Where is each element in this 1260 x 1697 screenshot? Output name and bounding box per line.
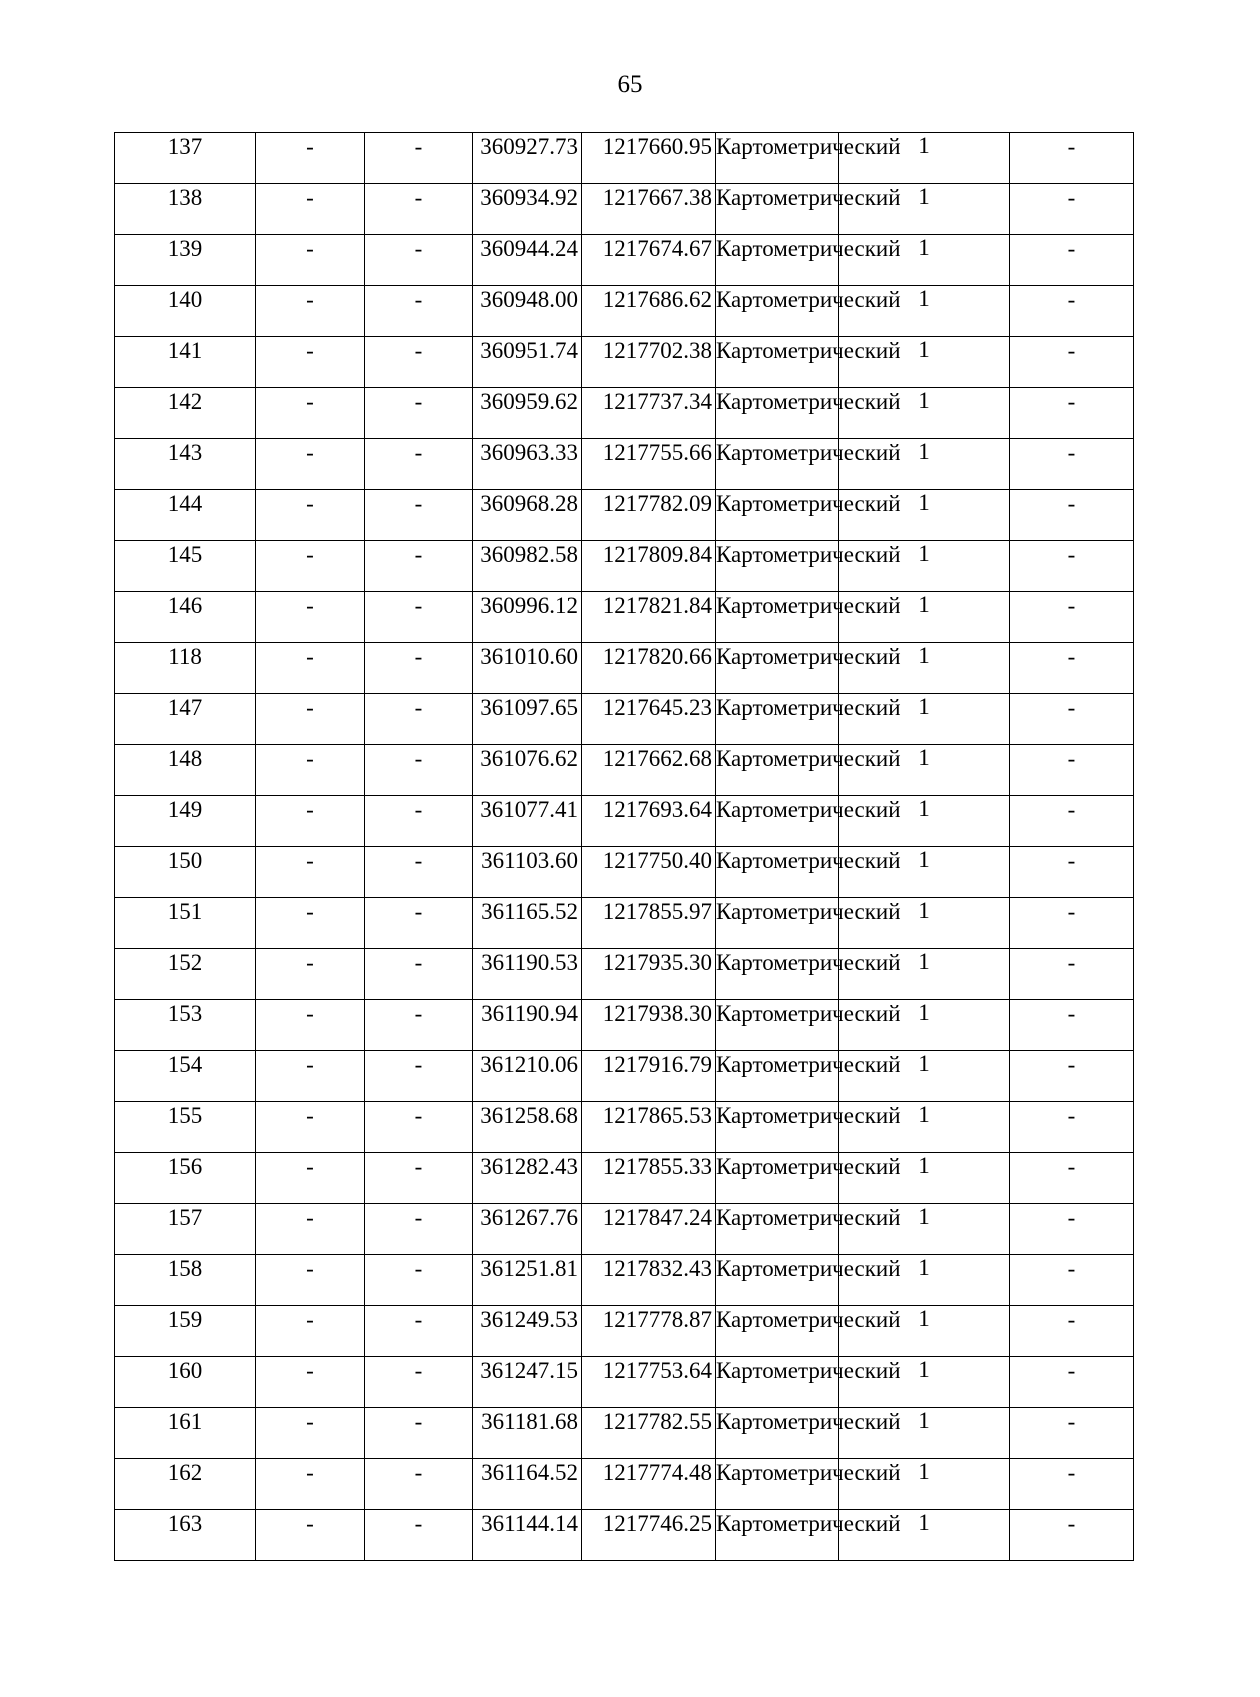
accuracy-cell: 1 xyxy=(839,490,1010,541)
x-coordinate-cell: 361144.14 xyxy=(473,1510,582,1561)
table-row xyxy=(115,388,1134,439)
table-row xyxy=(115,745,1134,796)
point-number-cell: 150 xyxy=(115,847,256,898)
table-row xyxy=(115,847,1134,898)
x-coordinate-cell: 361181.68 xyxy=(473,1408,582,1459)
note-cell: - xyxy=(1010,745,1134,796)
empty-value-cell: - xyxy=(365,1051,473,1102)
method-cell: Картометрический xyxy=(716,694,839,745)
empty-value-cell: - xyxy=(256,694,365,745)
y-coordinate-cell: 1217855.97 xyxy=(582,898,716,949)
accuracy-cell: 1 xyxy=(839,1459,1010,1510)
method-cell: Картометрический xyxy=(716,847,839,898)
empty-value-cell: - xyxy=(365,796,473,847)
point-number-cell: 153 xyxy=(115,1000,256,1051)
accuracy-cell: 1 xyxy=(839,643,1010,694)
table-row xyxy=(115,1204,1134,1255)
method-cell: Картометрический xyxy=(716,1408,839,1459)
y-coordinate-cell: 1217809.84 xyxy=(582,541,716,592)
accuracy-cell: 1 xyxy=(839,1000,1010,1051)
empty-value-cell: - xyxy=(365,949,473,1000)
table-row xyxy=(115,439,1134,490)
x-coordinate-cell: 361076.62 xyxy=(473,745,582,796)
table-row xyxy=(115,1459,1134,1510)
empty-value-cell: - xyxy=(365,184,473,235)
note-cell: - xyxy=(1010,490,1134,541)
empty-value-cell: - xyxy=(256,1051,365,1102)
empty-value-cell: - xyxy=(256,1408,365,1459)
y-coordinate-cell: 1217778.87 xyxy=(582,1306,716,1357)
empty-value-cell: - xyxy=(365,1102,473,1153)
method-cell: Картометрический xyxy=(716,1204,839,1255)
point-number-cell: 149 xyxy=(115,796,256,847)
table-row xyxy=(115,490,1134,541)
method-cell: Картометрический xyxy=(716,1459,839,1510)
y-coordinate-cell: 1217645.23 xyxy=(582,694,716,745)
accuracy-cell: 1 xyxy=(839,235,1010,286)
empty-value-cell: - xyxy=(256,337,365,388)
empty-value-cell: - xyxy=(256,133,365,184)
accuracy-cell: 1 xyxy=(839,439,1010,490)
empty-value-cell: - xyxy=(365,847,473,898)
empty-value-cell: - xyxy=(365,1510,473,1561)
point-number-cell: 161 xyxy=(115,1408,256,1459)
method-cell: Картометрический xyxy=(716,1357,839,1408)
x-coordinate-cell: 361251.81 xyxy=(473,1255,582,1306)
table-row xyxy=(115,1051,1134,1102)
empty-value-cell: - xyxy=(256,796,365,847)
point-number-cell: 155 xyxy=(115,1102,256,1153)
note-cell: - xyxy=(1010,796,1134,847)
empty-value-cell: - xyxy=(256,541,365,592)
empty-value-cell: - xyxy=(256,1255,365,1306)
x-coordinate-cell: 361247.15 xyxy=(473,1357,582,1408)
empty-value-cell: - xyxy=(256,745,365,796)
note-cell: - xyxy=(1010,643,1134,694)
page-number: 65 xyxy=(617,71,643,98)
note-cell: - xyxy=(1010,286,1134,337)
x-coordinate-cell: 361258.68 xyxy=(473,1102,582,1153)
x-coordinate-cell: 361164.52 xyxy=(473,1459,582,1510)
point-number-cell: 162 xyxy=(115,1459,256,1510)
point-number-cell: 144 xyxy=(115,490,256,541)
empty-value-cell: - xyxy=(365,898,473,949)
note-cell: - xyxy=(1010,1153,1134,1204)
x-coordinate-cell: 360996.12 xyxy=(473,592,582,643)
y-coordinate-cell: 1217667.38 xyxy=(582,184,716,235)
accuracy-cell: 1 xyxy=(839,796,1010,847)
table-row xyxy=(115,1255,1134,1306)
method-cell: Картометрический xyxy=(716,439,839,490)
empty-value-cell: - xyxy=(365,1153,473,1204)
method-cell: Картометрический xyxy=(716,898,839,949)
point-number-cell: 152 xyxy=(115,949,256,1000)
table-row xyxy=(115,796,1134,847)
accuracy-cell: 1 xyxy=(839,949,1010,1000)
point-number-cell: 160 xyxy=(115,1357,256,1408)
x-coordinate-cell: 361249.53 xyxy=(473,1306,582,1357)
method-cell: Картометрический xyxy=(716,1102,839,1153)
y-coordinate-cell: 1217855.33 xyxy=(582,1153,716,1204)
y-coordinate-cell: 1217753.64 xyxy=(582,1357,716,1408)
method-cell: Картометрический xyxy=(716,541,839,592)
y-coordinate-cell: 1217916.79 xyxy=(582,1051,716,1102)
accuracy-cell: 1 xyxy=(839,286,1010,337)
accuracy-cell: 1 xyxy=(839,694,1010,745)
empty-value-cell: - xyxy=(256,898,365,949)
table-row xyxy=(115,1102,1134,1153)
note-cell: - xyxy=(1010,1459,1134,1510)
x-coordinate-cell: 361097.65 xyxy=(473,694,582,745)
empty-value-cell: - xyxy=(365,1459,473,1510)
method-cell: Картометрический xyxy=(716,1000,839,1051)
accuracy-cell: 1 xyxy=(839,745,1010,796)
table-row xyxy=(115,133,1134,184)
x-coordinate-cell: 360927.73 xyxy=(473,133,582,184)
method-cell: Картометрический xyxy=(716,490,839,541)
y-coordinate-cell: 1217782.55 xyxy=(582,1408,716,1459)
x-coordinate-cell: 361190.94 xyxy=(473,1000,582,1051)
note-cell: - xyxy=(1010,1510,1134,1561)
x-coordinate-cell: 360934.92 xyxy=(473,184,582,235)
empty-value-cell: - xyxy=(256,592,365,643)
empty-value-cell: - xyxy=(365,643,473,694)
point-number-cell: 145 xyxy=(115,541,256,592)
empty-value-cell: - xyxy=(365,1255,473,1306)
point-number-cell: 151 xyxy=(115,898,256,949)
empty-value-cell: - xyxy=(256,235,365,286)
empty-value-cell: - xyxy=(365,592,473,643)
accuracy-cell: 1 xyxy=(839,1408,1010,1459)
y-coordinate-cell: 1217693.64 xyxy=(582,796,716,847)
method-cell: Картометрический xyxy=(716,1510,839,1561)
table-row xyxy=(115,1153,1134,1204)
accuracy-cell: 1 xyxy=(839,388,1010,439)
point-number-cell: 138 xyxy=(115,184,256,235)
note-cell: - xyxy=(1010,1306,1134,1357)
y-coordinate-cell: 1217847.24 xyxy=(582,1204,716,1255)
x-coordinate-cell: 360951.74 xyxy=(473,337,582,388)
method-cell: Картометрический xyxy=(716,133,839,184)
empty-value-cell: - xyxy=(256,1000,365,1051)
y-coordinate-cell: 1217782.09 xyxy=(582,490,716,541)
empty-value-cell: - xyxy=(365,286,473,337)
table-row xyxy=(115,1510,1134,1561)
point-number-cell: 146 xyxy=(115,592,256,643)
accuracy-cell: 1 xyxy=(839,1510,1010,1561)
y-coordinate-cell: 1217832.43 xyxy=(582,1255,716,1306)
x-coordinate-cell: 360982.58 xyxy=(473,541,582,592)
empty-value-cell: - xyxy=(365,1306,473,1357)
y-coordinate-cell: 1217865.53 xyxy=(582,1102,716,1153)
y-coordinate-cell: 1217686.62 xyxy=(582,286,716,337)
empty-value-cell: - xyxy=(365,490,473,541)
accuracy-cell: 1 xyxy=(839,1102,1010,1153)
note-cell: - xyxy=(1010,1102,1134,1153)
empty-value-cell: - xyxy=(365,694,473,745)
table-body xyxy=(115,133,1134,1561)
y-coordinate-cell: 1217662.68 xyxy=(582,745,716,796)
method-cell: Картометрический xyxy=(716,184,839,235)
accuracy-cell: 1 xyxy=(839,133,1010,184)
point-number-cell: 141 xyxy=(115,337,256,388)
point-number-cell: 156 xyxy=(115,1153,256,1204)
point-number-cell: 139 xyxy=(115,235,256,286)
empty-value-cell: - xyxy=(256,1153,365,1204)
note-cell: - xyxy=(1010,1255,1134,1306)
point-number-cell: 137 xyxy=(115,133,256,184)
note-cell: - xyxy=(1010,235,1134,286)
empty-value-cell: - xyxy=(365,235,473,286)
accuracy-cell: 1 xyxy=(839,898,1010,949)
y-coordinate-cell: 1217660.95 xyxy=(582,133,716,184)
method-cell: Картометрический xyxy=(716,388,839,439)
accuracy-cell: 1 xyxy=(839,1255,1010,1306)
method-cell: Картометрический xyxy=(716,337,839,388)
table-row xyxy=(115,1408,1134,1459)
x-coordinate-cell: 361267.76 xyxy=(473,1204,582,1255)
empty-value-cell: - xyxy=(256,286,365,337)
point-number-cell: 159 xyxy=(115,1306,256,1357)
x-coordinate-cell: 361190.53 xyxy=(473,949,582,1000)
point-number-cell: 154 xyxy=(115,1051,256,1102)
method-cell: Картометрический xyxy=(716,1255,839,1306)
table-row xyxy=(115,1357,1134,1408)
method-cell: Картометрический xyxy=(716,949,839,1000)
empty-value-cell: - xyxy=(365,388,473,439)
table-row xyxy=(115,592,1134,643)
method-cell: Картометрический xyxy=(716,286,839,337)
note-cell: - xyxy=(1010,133,1134,184)
table-row xyxy=(115,337,1134,388)
point-number-cell: 158 xyxy=(115,1255,256,1306)
point-number-cell: 140 xyxy=(115,286,256,337)
x-coordinate-cell: 360948.00 xyxy=(473,286,582,337)
empty-value-cell: - xyxy=(256,949,365,1000)
accuracy-cell: 1 xyxy=(839,1153,1010,1204)
y-coordinate-cell: 1217750.40 xyxy=(582,847,716,898)
x-coordinate-cell: 361010.60 xyxy=(473,643,582,694)
empty-value-cell: - xyxy=(365,337,473,388)
table-row xyxy=(115,643,1134,694)
coordinates-table xyxy=(114,132,1134,1561)
y-coordinate-cell: 1217755.66 xyxy=(582,439,716,490)
note-cell: - xyxy=(1010,1000,1134,1051)
accuracy-cell: 1 xyxy=(839,184,1010,235)
note-cell: - xyxy=(1010,949,1134,1000)
empty-value-cell: - xyxy=(365,439,473,490)
note-cell: - xyxy=(1010,1408,1134,1459)
accuracy-cell: 1 xyxy=(839,1306,1010,1357)
empty-value-cell: - xyxy=(365,541,473,592)
x-coordinate-cell: 360963.33 xyxy=(473,439,582,490)
note-cell: - xyxy=(1010,439,1134,490)
accuracy-cell: 1 xyxy=(839,1357,1010,1408)
table-row xyxy=(115,235,1134,286)
method-cell: Картометрический xyxy=(716,1051,839,1102)
empty-value-cell: - xyxy=(365,745,473,796)
note-cell: - xyxy=(1010,388,1134,439)
y-coordinate-cell: 1217674.67 xyxy=(582,235,716,286)
note-cell: - xyxy=(1010,898,1134,949)
x-coordinate-cell: 361282.43 xyxy=(473,1153,582,1204)
method-cell: Картометрический xyxy=(716,745,839,796)
note-cell: - xyxy=(1010,694,1134,745)
method-cell: Картометрический xyxy=(716,643,839,694)
note-cell: - xyxy=(1010,184,1134,235)
accuracy-cell: 1 xyxy=(839,1051,1010,1102)
y-coordinate-cell: 1217774.48 xyxy=(582,1459,716,1510)
y-coordinate-cell: 1217935.30 xyxy=(582,949,716,1000)
table-row xyxy=(115,184,1134,235)
x-coordinate-cell: 360959.62 xyxy=(473,388,582,439)
x-coordinate-cell: 361210.06 xyxy=(473,1051,582,1102)
point-number-cell: 118 xyxy=(115,643,256,694)
empty-value-cell: - xyxy=(256,1204,365,1255)
note-cell: - xyxy=(1010,1051,1134,1102)
empty-value-cell: - xyxy=(365,1000,473,1051)
y-coordinate-cell: 1217737.34 xyxy=(582,388,716,439)
table-row xyxy=(115,898,1134,949)
y-coordinate-cell: 1217938.30 xyxy=(582,1000,716,1051)
y-coordinate-cell: 1217702.38 xyxy=(582,337,716,388)
note-cell: - xyxy=(1010,847,1134,898)
method-cell: Картометрический xyxy=(716,1306,839,1357)
table-row xyxy=(115,541,1134,592)
accuracy-cell: 1 xyxy=(839,337,1010,388)
note-cell: - xyxy=(1010,592,1134,643)
empty-value-cell: - xyxy=(365,133,473,184)
point-number-cell: 142 xyxy=(115,388,256,439)
point-number-cell: 147 xyxy=(115,694,256,745)
x-coordinate-cell: 360968.28 xyxy=(473,490,582,541)
y-coordinate-cell: 1217821.84 xyxy=(582,592,716,643)
note-cell: - xyxy=(1010,541,1134,592)
method-cell: Картометрический xyxy=(716,796,839,847)
empty-value-cell: - xyxy=(256,1102,365,1153)
note-cell: - xyxy=(1010,1204,1134,1255)
empty-value-cell: - xyxy=(256,439,365,490)
accuracy-cell: 1 xyxy=(839,541,1010,592)
point-number-cell: 143 xyxy=(115,439,256,490)
x-coordinate-cell: 360944.24 xyxy=(473,235,582,286)
empty-value-cell: - xyxy=(256,1306,365,1357)
note-cell: - xyxy=(1010,1357,1134,1408)
empty-value-cell: - xyxy=(256,643,365,694)
table-row xyxy=(115,949,1134,1000)
empty-value-cell: - xyxy=(365,1408,473,1459)
empty-value-cell: - xyxy=(365,1204,473,1255)
accuracy-cell: 1 xyxy=(839,592,1010,643)
table-row xyxy=(115,286,1134,337)
accuracy-cell: 1 xyxy=(839,847,1010,898)
method-cell: Картометрический xyxy=(716,1153,839,1204)
table-row xyxy=(115,1306,1134,1357)
method-cell: Картометрический xyxy=(716,235,839,286)
note-cell: - xyxy=(1010,337,1134,388)
point-number-cell: 148 xyxy=(115,745,256,796)
empty-value-cell: - xyxy=(256,490,365,541)
accuracy-cell: 1 xyxy=(839,1204,1010,1255)
empty-value-cell: - xyxy=(256,1357,365,1408)
method-cell: Картометрический xyxy=(716,592,839,643)
point-number-cell: 163 xyxy=(115,1510,256,1561)
x-coordinate-cell: 361077.41 xyxy=(473,796,582,847)
y-coordinate-cell: 1217820.66 xyxy=(582,643,716,694)
y-coordinate-cell: 1217746.25 xyxy=(582,1510,716,1561)
empty-value-cell: - xyxy=(256,184,365,235)
empty-value-cell: - xyxy=(256,1459,365,1510)
empty-value-cell: - xyxy=(256,1510,365,1561)
empty-value-cell: - xyxy=(256,388,365,439)
empty-value-cell: - xyxy=(365,1357,473,1408)
point-number-cell: 157 xyxy=(115,1204,256,1255)
table-row xyxy=(115,1000,1134,1051)
table-row xyxy=(115,694,1134,745)
x-coordinate-cell: 361165.52 xyxy=(473,898,582,949)
empty-value-cell: - xyxy=(256,847,365,898)
x-coordinate-cell: 361103.60 xyxy=(473,847,582,898)
